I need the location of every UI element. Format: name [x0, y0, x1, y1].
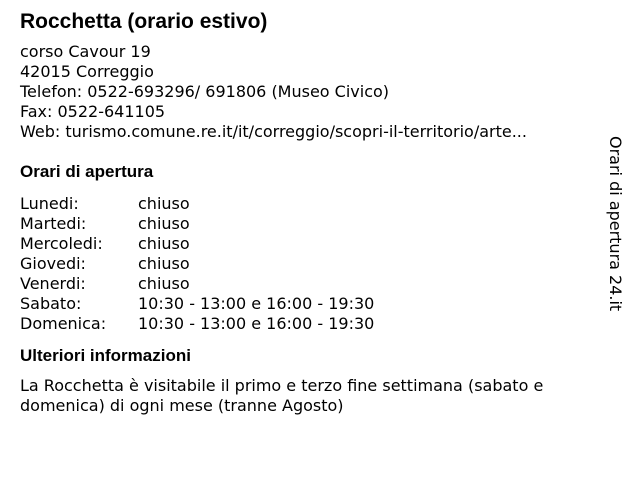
- hours-value: chiuso: [138, 214, 190, 233]
- day-label: Lunedi:: [20, 194, 79, 213]
- more-info-heading: Ulteriori informazioni: [20, 346, 191, 365]
- hours-row-friday: [20, 274, 610, 294]
- hours-value: chiuso: [138, 254, 190, 273]
- hours-row-tuesday: [20, 214, 610, 234]
- site-watermark: Orari di apertura 24.it: [606, 136, 625, 312]
- more-info-text: La Rocchetta è visitabile il primo e terzo fine settimana (sabato e domenica) di ogni mese (tranne Agosto): [20, 376, 544, 415]
- hours-row-monday: [20, 194, 610, 214]
- opening-hours-heading: Orari di apertura: [20, 162, 154, 181]
- hours-value: chiuso: [138, 194, 190, 213]
- day-label: Domenica:: [20, 314, 107, 333]
- page-title: Rocchetta (orario estivo): [20, 10, 268, 33]
- hours-row-wednesday: [20, 234, 610, 254]
- hours-value: chiuso: [138, 274, 190, 293]
- phone-text: Telefon: 0522-693296/ 691806 (Museo Civico): [20, 82, 390, 101]
- hours-value: chiuso: [138, 234, 190, 253]
- hours-row-saturday: [20, 294, 610, 314]
- hours-row-thursday: [20, 254, 610, 274]
- day-label: Mercoledi:: [20, 234, 103, 253]
- hours-value: 10:30 - 13:00 e 16:00 - 19:30: [138, 294, 375, 313]
- day-label: Venerdi:: [20, 274, 86, 293]
- opening-hours-card: [20, 10, 610, 416]
- web-link[interactable]: Web: turismo.comune.re.it/it/correggio/scopri-il-territorio/arte...: [20, 122, 527, 141]
- hours-table: [20, 194, 610, 334]
- hours-row-sunday: [20, 314, 610, 334]
- day-label: Martedi:: [20, 214, 87, 233]
- fax-text: Fax: 0522-641105: [20, 102, 166, 121]
- day-label: Giovedi:: [20, 254, 86, 273]
- day-label: Sabato:: [20, 294, 82, 313]
- address-street: corso Cavour 19: [20, 42, 151, 61]
- hours-value: 10:30 - 13:00 e 16:00 - 19:30: [138, 314, 375, 333]
- address-city: 42015 Correggio: [20, 62, 154, 81]
